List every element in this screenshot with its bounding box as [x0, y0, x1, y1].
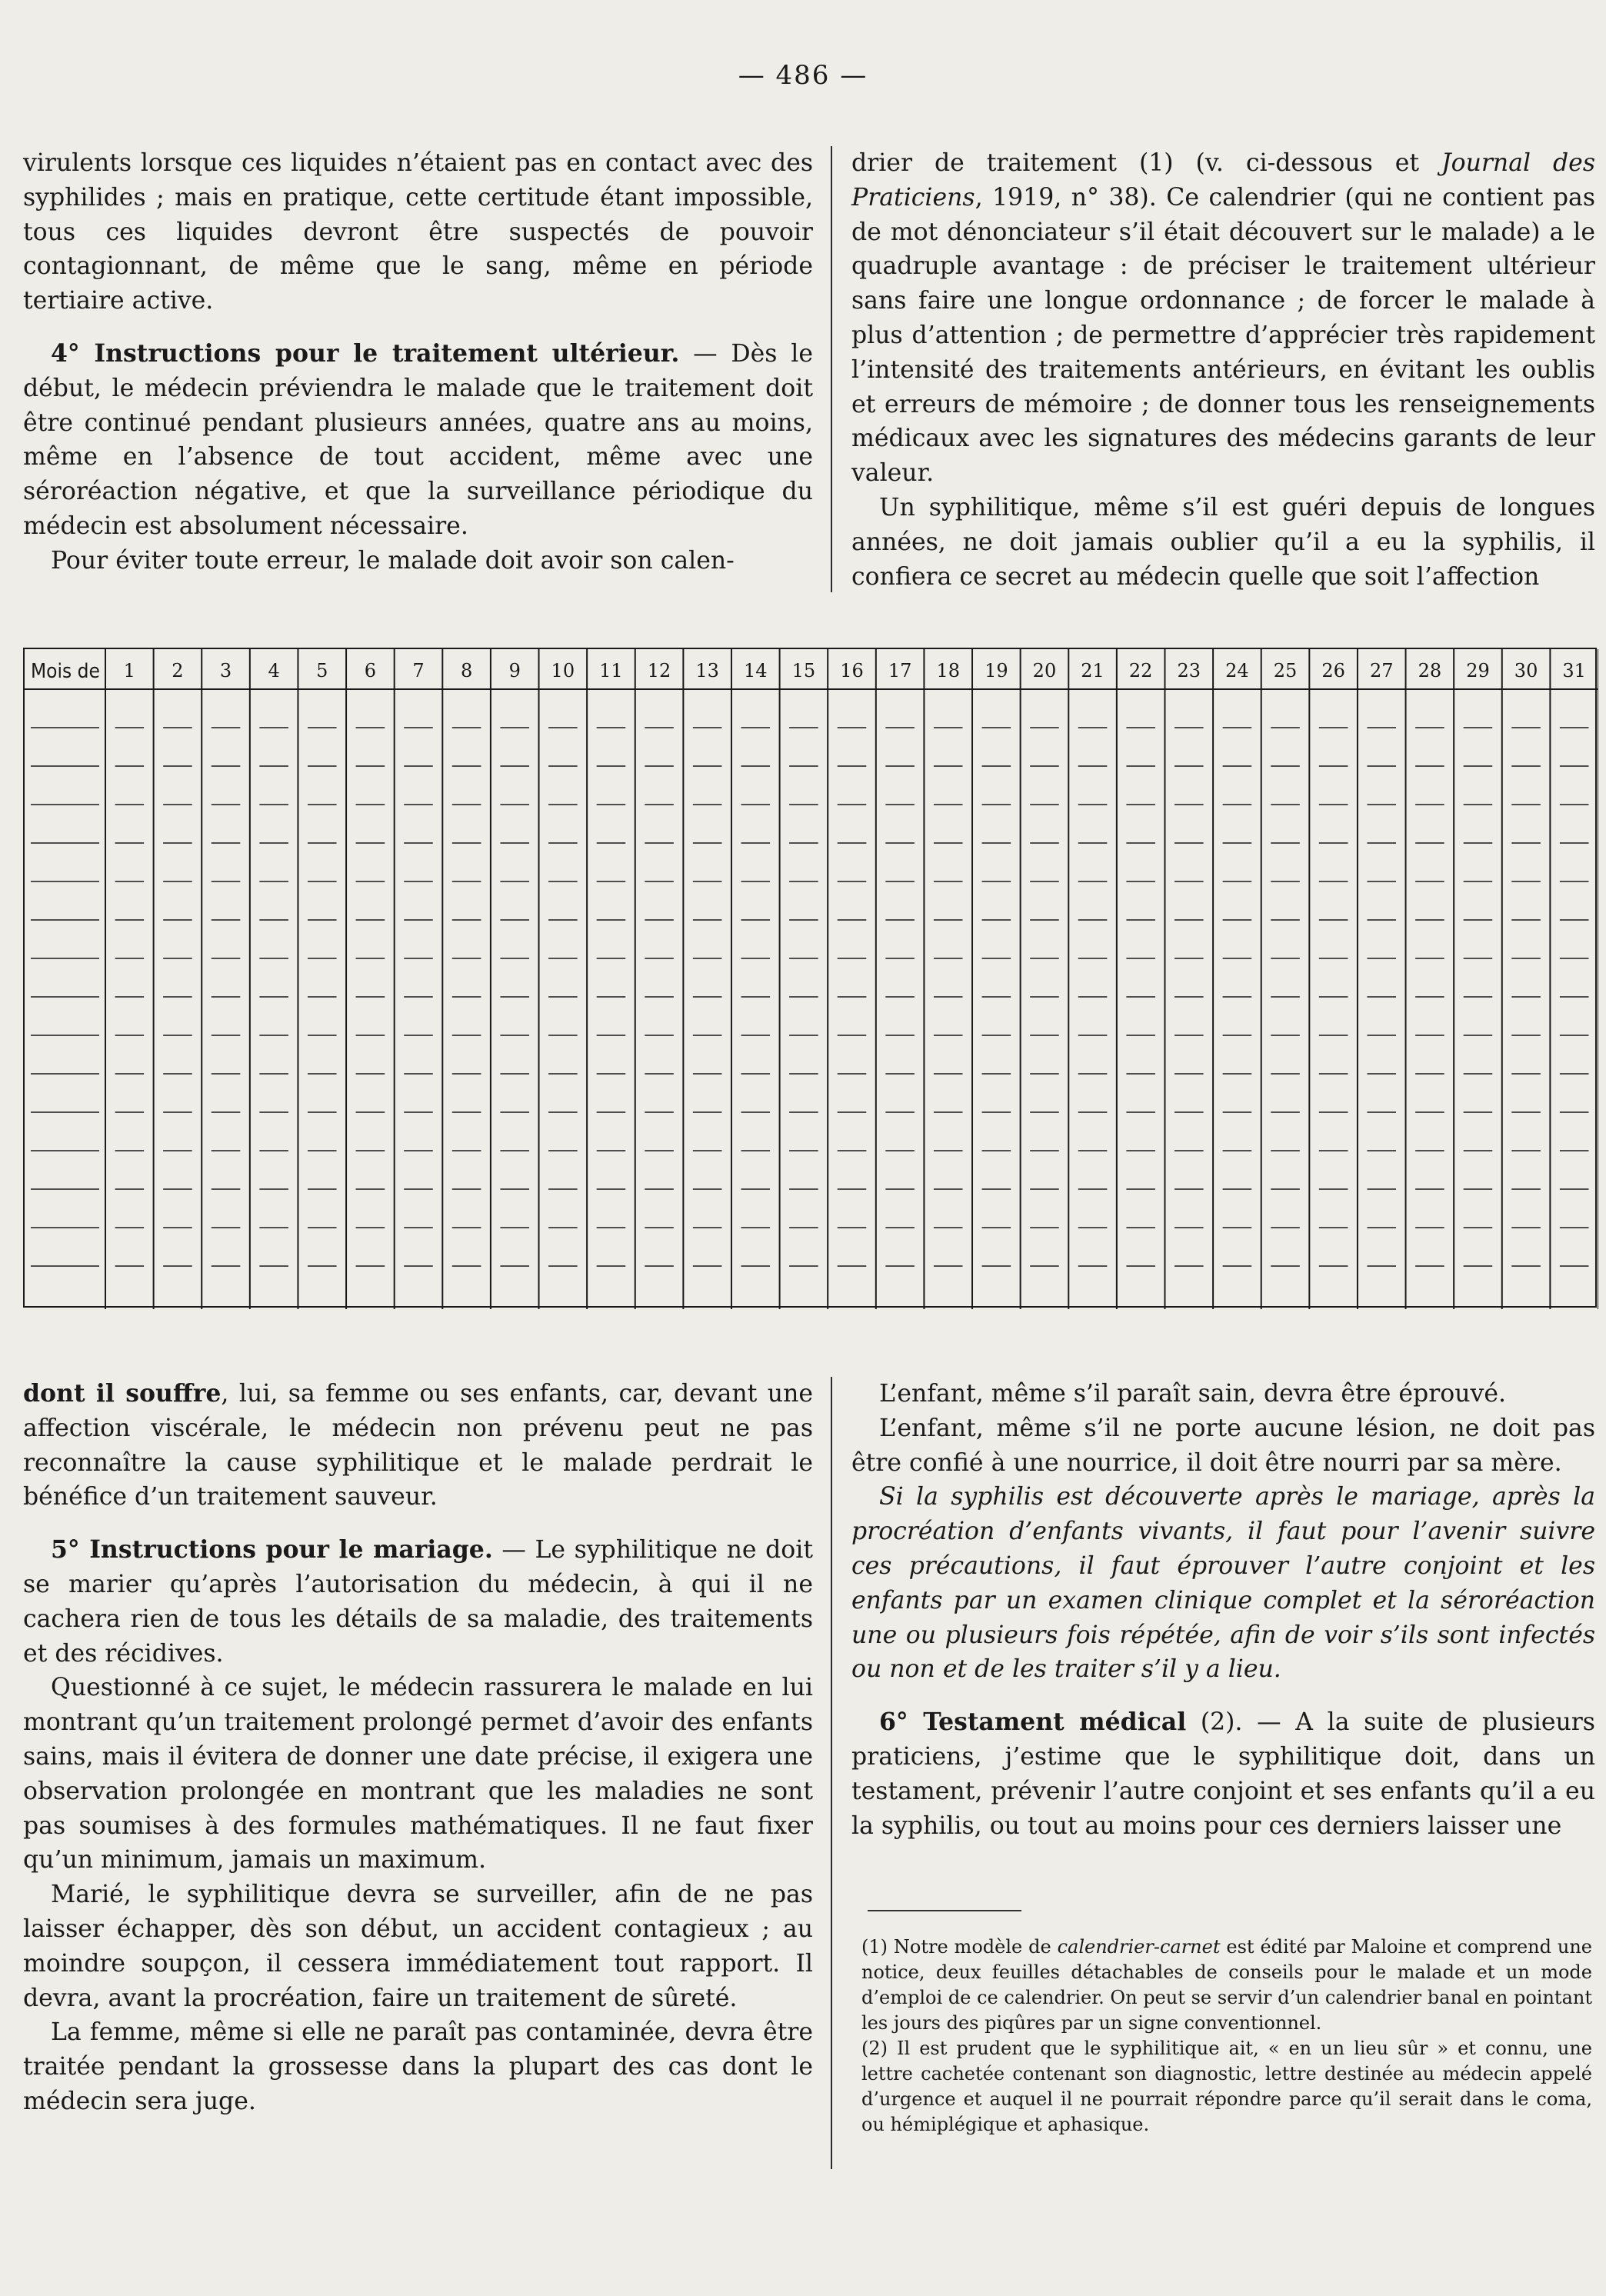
- text-run: (2). — A la suite de plusieurs praticiens, j’estime que le syphilitique doit, dans un testament, prévenir l’autre conjoint et ses enfants qu’il a eu la syphilis, ou tout au moins pour ces derniers laisser une: [851, 1708, 1595, 1840]
- bottom-left-paragraph: [23, 1671, 813, 1878]
- text-run: drier de traitement (1) (v. ci-dessous et: [851, 149, 1441, 177]
- calendar-day-label: 28: [1418, 660, 1442, 681]
- calendar-day-label: 2: [172, 660, 184, 681]
- text-run: calendrier-carnet: [1057, 1936, 1221, 1958]
- calendar-day-label: 11: [599, 660, 623, 681]
- calendar-day-label: 14: [744, 660, 768, 681]
- calendar-day-label: 19: [985, 660, 1008, 681]
- text-run: (2) Il est prudent que le syphilitique ait, « en un lieu sûr » et connu, une lettre cachetée contenant son diagnostic, lettre destinée au médecin appelé d’urgence et auquel il ne pourrait répondre parce qu’il serait dans le coma, ou hémiplégique et aphasique.: [861, 2038, 1592, 2135]
- text-run: Journal des Praticiens: [851, 149, 1595, 212]
- calendar-grid: [25, 649, 1598, 1309]
- top-right-paragraph: [851, 491, 1595, 594]
- top-right-paragraph: [851, 146, 1595, 491]
- calendar-day-label: 8: [460, 660, 473, 681]
- text-run: — Le syphilitique ne doit se marier qu’après l’autorisation du médecin, à qui il ne cachera rien de tous les détails de sa maladie, des traitements et des récidives.: [23, 1536, 813, 1668]
- top-left-paragraph: [23, 146, 813, 318]
- calendar-day-label: 24: [1225, 660, 1249, 681]
- column-divider-top: [831, 146, 832, 592]
- footnote-rule: [868, 1910, 1021, 1911]
- text-run: 5° Instructions pour le mariage.: [51, 1535, 493, 1565]
- text-run: Marié, le syphilitique devra se surveiller, afin de ne pas laisser échapper, dès son début, un accident contagieux ; au moindre soupçon, il cessera immédiatement tout rapport. Il devra, avant la procréation, faire un traitement de sûreté.: [23, 1881, 813, 2012]
- page-number: — 486 —: [738, 60, 868, 91]
- calendar-day-label: 4: [268, 660, 280, 681]
- bottom-left-paragraph: [23, 1377, 813, 1515]
- text-run: La femme, même si elle ne paraît pas contaminée, devra être traitée pendant la grossesse dans la plupart des cas dont le médecin sera juge.: [23, 2018, 813, 2115]
- text-run: L’enfant, même s’il paraît sain, devra être éprouvé.: [879, 1380, 1506, 1408]
- calendar-day-label: 25: [1273, 660, 1298, 681]
- calendar-day-label: 21: [1081, 660, 1105, 681]
- calendar-day-label: 10: [551, 660, 575, 681]
- top-left-paragraph: [23, 337, 813, 544]
- calendar-day-label: 18: [936, 660, 960, 681]
- calendar-day-label: 29: [1466, 660, 1490, 681]
- footnote-paragraph: [861, 2036, 1592, 2138]
- calendar-day-label: 20: [1032, 660, 1057, 681]
- top-right-column: [851, 146, 1595, 594]
- calendar-day-label: 13: [695, 660, 719, 681]
- footnotes: [861, 1934, 1592, 2138]
- bottom-left-paragraph: [23, 1533, 813, 1671]
- calendar-day-label: 31: [1562, 660, 1586, 681]
- text-run: Questionné à ce sujet, le médecin rassurera le malade en lui montrant qu’un traitement prolongé permet d’avoir des enfants sains, mais il évitera de donner une date précise, il exigera une observation prolongée en montrant que les maladies ne sont pas soumises à des formules mathématiques. Il ne faut fixer qu’un minimum, jamais un maximum.: [23, 1674, 813, 1874]
- text-run: L’enfant, même s’il ne porte aucune lésion, ne doit pas être confié à une nourrice, il doit être nourri par sa mère.: [851, 1414, 1595, 1477]
- calendar-day-label: 26: [1321, 660, 1345, 681]
- bottom-right-paragraph: [851, 1411, 1595, 1481]
- calendar-day-label: 9: [508, 660, 521, 681]
- bottom-left-column: [23, 1377, 813, 2119]
- calendar-header-label: Mois de: [31, 660, 100, 683]
- bottom-left-paragraph: [23, 1878, 813, 2015]
- calendar-day-label: 3: [219, 660, 232, 681]
- text-run: 6° Testament médical: [879, 1708, 1187, 1737]
- calendar-day-label: 5: [316, 660, 328, 681]
- calendar-day-label: 1: [123, 660, 135, 681]
- treatment-calendar: [23, 648, 1597, 1308]
- calendar-day-label: 17: [888, 660, 912, 681]
- text-run: dont il souffre: [23, 1379, 222, 1408]
- text-run: , lui, sa femme ou ses enfants, car, devant une affection viscérale, le médecin non prévenu peut ne pas reconnaître la cause syphilitique et le malade perdrait le bénéfice d’un traitement sauveur.: [23, 1380, 813, 1511]
- calendar-day-label: 15: [791, 660, 816, 681]
- top-left-column: [23, 146, 813, 578]
- text-run: (1) Notre modèle de: [861, 1936, 1058, 1958]
- text-run: 4° Instructions pour le traitement ultérieur.: [51, 338, 680, 368]
- text-run: est édité par Maloine et comprend une notice, deux feuilles détachables de conseils pour le malade et un mode d’emploi de ce calendrier. On peut se servir d’un calendrier banal en pointant les jours des piqûres par un signe conventionnel.: [861, 1936, 1592, 2034]
- calendar-day-label: 23: [1177, 660, 1201, 681]
- text-run: virulents lorsque ces liquides n’étaient pas en contact avec des syphilides ; mais en pratique, cette certitude étant impossible, tous ces liquides devront être suspectés de pouvoir contagionnant, de même que le sang, même en période tertiaire active.: [23, 149, 813, 315]
- text-run: — Dès le début, le médecin préviendra le malade que le traitement doit être continué pendant plusieurs années, quatre ans au moins, même en l’absence de tout accident, même avec une séroréaction négative, et que la surveillance périodique du médecin est absolument nécessaire.: [23, 339, 813, 540]
- bottom-left-paragraph: [23, 2015, 813, 2118]
- calendar-day-label: 27: [1369, 660, 1394, 681]
- column-divider-bottom: [831, 1377, 832, 2169]
- calendar-day-label: 16: [840, 660, 864, 681]
- bottom-right-column: [851, 1377, 1595, 1843]
- footnote-paragraph: [861, 1934, 1592, 2036]
- calendar-day-label: 6: [364, 660, 377, 681]
- calendar-day-label: 7: [412, 660, 425, 681]
- text-run: Si la syphilis est découverte après le mariage, après la procréation d’enfants vivants, il faut pour l’avenir suivre ces précautions, il faut éprouver l’autre conjoint et les enfants par un examen clinique complet et la séroréaction une ou plusieurs fois répétée, afin de voir s’ils sont infectés ou non et de les traiter s’il y a lieu.: [851, 1483, 1595, 1684]
- text-run: Pour éviter toute erreur, le malade doit avoir son calen-: [51, 546, 735, 575]
- calendar-day-label: 12: [647, 660, 671, 681]
- top-left-paragraph: [23, 544, 813, 578]
- text-run: Un syphilitique, même s’il est guéri depuis de longues années, ne doit jamais oublier qu’il a eu la syphilis, il confiera ce secret au médecin quelle que soit l’affection: [851, 493, 1595, 591]
- calendar-day-label: 30: [1514, 660, 1538, 681]
- bottom-right-paragraph: [851, 1480, 1595, 1687]
- bottom-right-paragraph: [851, 1705, 1595, 1843]
- calendar-day-label: 22: [1128, 660, 1153, 681]
- text-run: , 1919, n° 38). Ce calendrier (qui ne contient pas de mot dénonciateur s’il était découvert sur le malade) a le quadruple avantage : de préciser le traitement ultérieur sans faire une longue ordonnance ; de forcer le malade à plus d’attention ; de permettre d’apprécier très rapidement l’intensité des traitements antérieurs, en évitant les oublis et erreurs de mémoire ; de donner tous les renseignements médicaux avec les signatures des médecins garants de leur valeur.: [851, 183, 1595, 488]
- bottom-right-paragraph: [851, 1377, 1595, 1411]
